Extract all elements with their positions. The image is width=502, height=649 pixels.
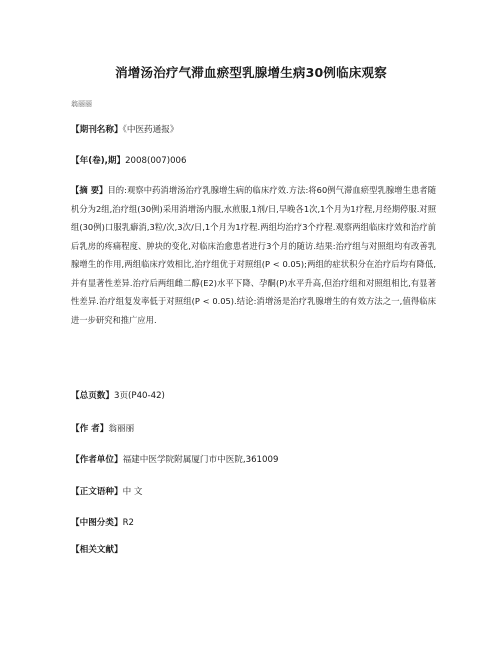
author-label: 【作 者】 xyxy=(71,424,109,434)
abstract-field xyxy=(71,181,436,329)
abstract-label: 【摘 要】 xyxy=(71,185,108,195)
clc-field xyxy=(71,517,134,529)
pages-value: 3页(P40-42) xyxy=(113,391,165,401)
affiliation-field xyxy=(71,454,278,466)
issue-field xyxy=(71,155,186,167)
language-label: 【正文语种】 xyxy=(71,487,123,497)
clc-value: R2 xyxy=(122,518,135,528)
journal-field xyxy=(71,124,178,136)
related-label: 【相关文献】 xyxy=(71,545,123,555)
language-field xyxy=(71,486,143,498)
issue-label: 【年(卷),期】 xyxy=(71,156,126,166)
author-value: 翁丽丽 xyxy=(108,424,135,434)
related-field xyxy=(71,544,123,556)
journal-value: 《中医药通报》 xyxy=(122,125,179,135)
journal-label: 【期刊名称】 xyxy=(71,125,123,135)
clc-label: 【中图分类】 xyxy=(71,518,123,528)
author-field xyxy=(71,423,134,435)
language-value: 中 文 xyxy=(122,487,143,497)
author-byline: 翁丽丽 xyxy=(71,100,92,108)
paper-title: 消增汤治疗气滞血瘀型乳腺增生病30例临床观察 xyxy=(115,65,387,80)
affiliation-value: 福建中医学院附属厦门市中医院,361009 xyxy=(122,455,279,465)
affiliation-label: 【作者单位】 xyxy=(71,455,123,465)
issue-value: 2008(007)006 xyxy=(125,156,187,166)
pages-field xyxy=(71,390,165,402)
pages-label: 【总页数】 xyxy=(71,391,114,401)
abstract-text: 目的:观察中药消增汤治疗乳腺增生病的临床疗效.方法:将60例气滞血瘀型乳腺增生患者随机分为2组,治疗组(30例)采用消增汤内服,水煎服,1剂/日,早晚各1次,1个月为1疗程,月经期停服.对照组(30例)口服乳癖消,3粒/次,3次/日,1个月为1疗程.两组均治疗3个疗程.观察两组临床疗效和治疗前后乳房的疼痛程度、肿块的变化,对临床治愈患者进行3个月的随访.结果:治疗组与对照组均有改善乳腺增生的作用,两组临床疗效相比,治疗组优于对照组(P < 0.05);两组的症状积分在治疗后均有降低,并有显著性差异.治疗后两组雌二醇(E2)水平下降、孕酮(P)水平升高,但治疗组和对照组相比,有显著性差异.治疗组复发率低于对照组(P < 0.05).结论:消增汤是治疗乳腺增生的有效方法之一,值得临床进一步研究和推广应用. xyxy=(71,185,437,325)
